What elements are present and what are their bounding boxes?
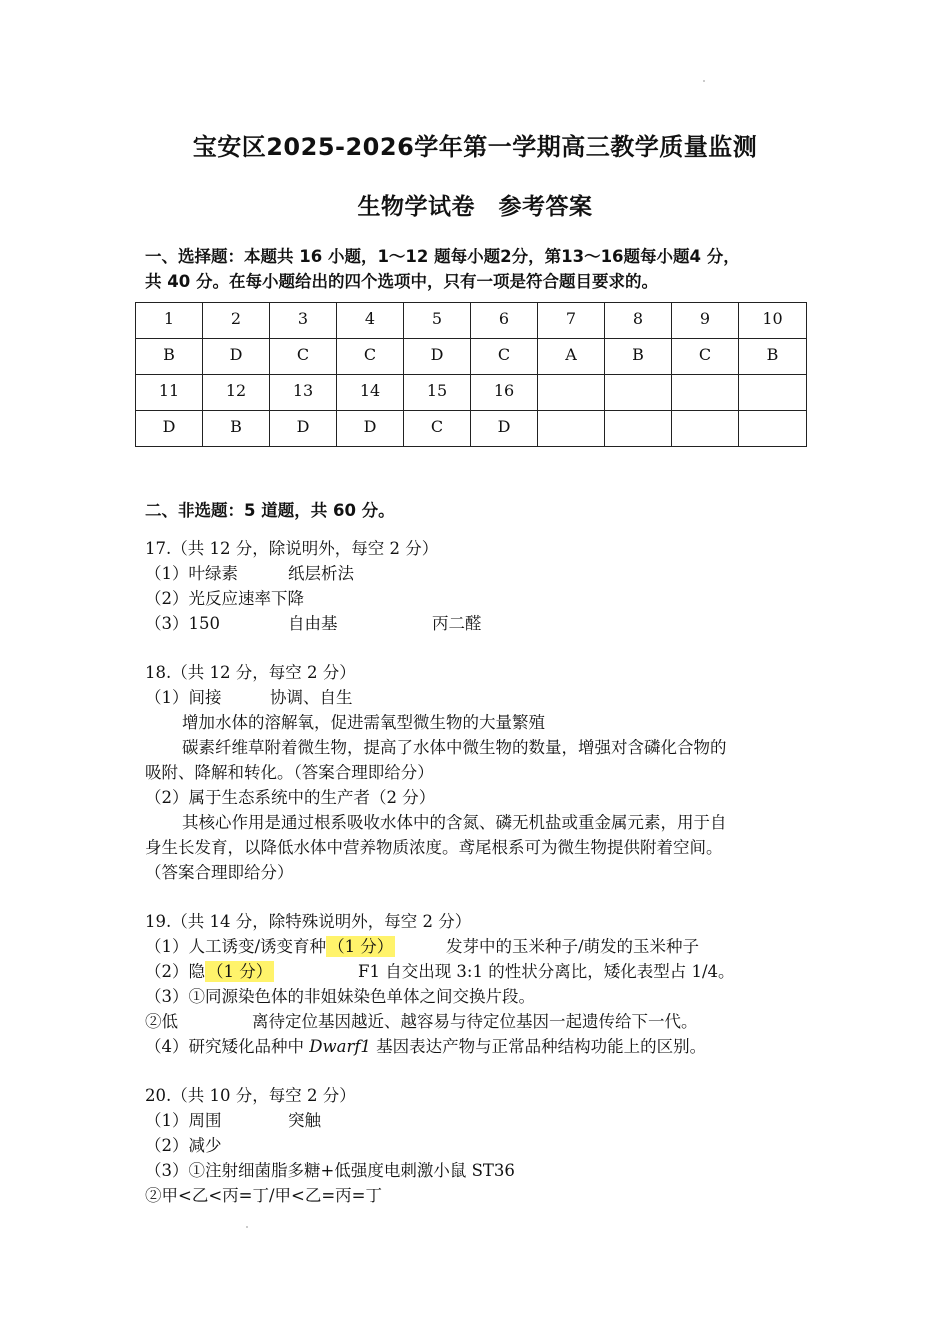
q19-answer-1a: （1）人工诱变/诱变育种: [145, 937, 327, 956]
q19-answer-1b: 发芽中的玉米种子/萌发的玉米种子: [446, 937, 700, 956]
answer-table: [135, 302, 807, 447]
score-highlight: （1 分）: [328, 937, 394, 956]
table-row: [136, 303, 807, 339]
table-cell: 13: [270, 375, 337, 411]
q19-answer-3: （3）①同源染色体的非姐妹染色单体之间交换片段。: [145, 987, 535, 1006]
table-cell: 4: [337, 303, 404, 339]
table-cell: B: [605, 339, 672, 375]
q19-answer-5b: 基因表达产物与正常品种结构功能上的区别。: [370, 1037, 707, 1056]
table-cell: D: [404, 339, 471, 375]
table-cell: 5: [404, 303, 471, 339]
q19-answer-2: [145, 958, 274, 982]
q20-answer-1b: 突触: [288, 1111, 321, 1130]
table-cell: [739, 375, 807, 411]
q19-answer-2a: （2）隐: [145, 962, 205, 981]
table-cell: 14: [337, 375, 404, 411]
q20-answer-4: ②甲<乙<丙=丁/甲<乙=丙=丁: [145, 1186, 383, 1205]
table-cell: 11: [136, 375, 203, 411]
section1-line2: 共 40 分。在每小题给出的四个选项中，只有一项是符合题目要求的。: [145, 272, 658, 291]
q18-answer-line8: （答案合理即给分）: [145, 863, 294, 882]
table-cell: [605, 375, 672, 411]
q17-answer-3b: 自由基: [288, 614, 338, 633]
q17-answer-3a: （3）150: [145, 614, 220, 633]
table-row: [136, 339, 807, 375]
q20-answer-3: （3）①注射细菌脂多糖+低强度电刺激小鼠 ST36: [145, 1161, 515, 1180]
q18-answer-1a: （1）间接: [145, 688, 222, 707]
table-cell: 9: [672, 303, 739, 339]
section2-heading: 二、非选题：5 道题，共 60 分。: [145, 501, 395, 520]
table-cell: C: [337, 339, 404, 375]
q18-answer-1b: 协调、自生: [270, 688, 353, 707]
table-cell: B: [203, 411, 270, 447]
table-cell: [672, 411, 739, 447]
table-cell: B: [136, 339, 203, 375]
q18-heading: 18.（共 12 分，每空 2 分）: [145, 663, 356, 682]
q20-answer-2: （2）减少: [145, 1136, 222, 1155]
q18-answer-line7: 身生长发育，以降低水体中营养物质浓度。鸢尾根系可为微生物提供附着空间。: [145, 838, 723, 857]
section1-line1: 一、选择题：本题共 16 小题，1～12 题每小题2分，第13～16题每小题4 分，: [145, 247, 740, 266]
q19-answer-2b: F1 自交出现 3:1 的性状分离比，矮化表型占 1/4。: [358, 962, 735, 981]
table-cell: D: [471, 411, 538, 447]
table-cell: 6: [471, 303, 538, 339]
q19-answer-4a: ②低: [145, 1012, 178, 1031]
table-cell: [538, 375, 605, 411]
table-cell: D: [337, 411, 404, 447]
table-cell: D: [136, 411, 203, 447]
table-cell: 8: [605, 303, 672, 339]
q20-answer-1a: （1）周围: [145, 1111, 222, 1130]
q17-heading: 17.（共 12 分，除说明外，每空 2 分）: [145, 539, 439, 558]
table-row: [136, 375, 807, 411]
table-cell: [739, 411, 807, 447]
q19-heading: 19.（共 14 分，除特殊说明外，每空 2 分）: [145, 912, 472, 931]
table-cell: 3: [270, 303, 337, 339]
table-cell: 2: [203, 303, 270, 339]
table-cell: D: [203, 339, 270, 375]
table-cell: C: [404, 411, 471, 447]
page-subtitle: 生物学试卷 参考答案: [357, 194, 593, 220]
table-cell: D: [270, 411, 337, 447]
q17-answer-2: （2）光反应速率下降: [145, 589, 304, 608]
decorative-dot: [703, 80, 705, 82]
q17-answer-1b: 纸层析法: [288, 564, 354, 583]
table-cell: C: [672, 339, 739, 375]
table-cell: [605, 411, 672, 447]
q19-answer-4b: 离待定位基因越近、越容易与待定位基因一起遗传给下一代。: [252, 1012, 698, 1031]
table-cell: 7: [538, 303, 605, 339]
gene-name: Dwarf1: [309, 1037, 371, 1056]
q18-answer-line2: 增加水体的溶解氧，促进需氧型微生物的大量繁殖: [182, 713, 545, 732]
table-cell: 1: [136, 303, 203, 339]
score-highlight: （1 分）: [207, 962, 273, 981]
table-cell: C: [270, 339, 337, 375]
q19-answer-5: [145, 1033, 706, 1057]
table-cell: A: [538, 339, 605, 375]
q17-answer-3c: 丙二醛: [432, 614, 482, 633]
table-cell: 12: [203, 375, 270, 411]
q19-answer-1: [145, 933, 395, 957]
q18-answer-line4: 吸附、降解和转化。（答案合理即给分）: [145, 763, 434, 782]
q18-answer-line5: （2）属于生态系统中的生产者（2 分）: [145, 788, 436, 807]
table-row: [136, 411, 807, 447]
q17-answer-1a: （1）叶绿素: [145, 564, 238, 583]
table-cell: 15: [404, 375, 471, 411]
q18-answer-line3: 碳素纤维草附着微生物，提高了水体中微生物的数量，增强对含磷化合物的: [182, 738, 727, 757]
q19-answer-5a: （4）研究矮化品种中: [145, 1037, 310, 1056]
table-cell: C: [471, 339, 538, 375]
q18-answer-line6: 其核心作用是通过根系吸收水体中的含氮、磷无机盐或重金属元素，用于自: [182, 813, 727, 832]
table-cell: 10: [739, 303, 807, 339]
table-cell: [538, 411, 605, 447]
page-title: 宝安区2025-2026学年第一学期高三教学质量监测: [192, 133, 758, 161]
table-cell: B: [739, 339, 807, 375]
table-cell: [672, 375, 739, 411]
decorative-dot: [246, 1226, 248, 1228]
table-cell: 16: [471, 375, 538, 411]
q20-heading: 20.（共 10 分，每空 2 分）: [145, 1086, 356, 1105]
